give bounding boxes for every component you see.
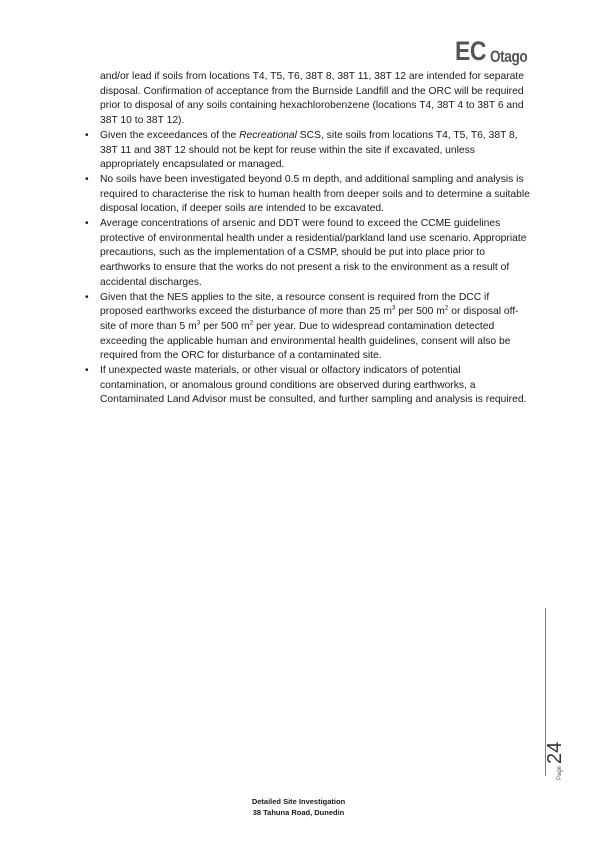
- bullet-text: If unexpected waste materials, or other visual or olfactory indicators of potential contamination, or anomalous ground conditions are observed during earthworks, a Contaminated Land Advisor must be consulted, and further sampling and analysis is required.: [100, 365, 527, 406]
- bullet-icon: •: [85, 365, 89, 377]
- bullet-icon: •: [85, 173, 89, 185]
- superscript: 3: [196, 319, 201, 327]
- page-footer: [0, 796, 597, 818]
- bullet-text-emphasis: Recreational: [239, 129, 297, 141]
- footer-address: 38 Tahuna Road, Dunedin: [252, 808, 345, 817]
- logo-otago-text: Otago: [489, 47, 527, 66]
- footer-title: Detailed Site Investigation: [251, 797, 346, 806]
- superscript: 2: [249, 319, 254, 327]
- ec-otago-logo: [455, 38, 536, 65]
- bullet-text-part: Given that the NES applies to the site, a resource consent is required from the DCC if proposed earthworks exceed the disturbance of more than 25 m: [100, 291, 490, 318]
- bullet-text-part: or disposal off-site of more than 5 m: [100, 306, 519, 332]
- superscript: 3: [391, 304, 396, 312]
- bullet-text-start: Given the exceedances of the: [100, 129, 240, 141]
- bullet-text-part: per 500 m: [395, 306, 445, 318]
- list-item: [85, 364, 530, 408]
- logo-ec-text: EC: [455, 36, 487, 66]
- bullet-icon: •: [85, 291, 89, 303]
- findings-list: [85, 129, 530, 408]
- list-item: [85, 129, 530, 173]
- bullet-text: Average concentrations of arsenic and DDT were found to exceed the CCME guidelines protective of environmental health under a residential/parkland land use scenario. Appropriate precautions, such as the implementation of a CSMP, should be put into place prior to earthworks to ensure that the works do not present a risk to the environment as a result of accidental discharges.: [100, 218, 527, 288]
- continuation-paragraph: and/or lead if soils from locations T4, T5, T6, 38T 8, 38T 11, 38T 12 are intended for separate disposal. Confirmation of acceptance from the Burnside Landfill and the ORC will be required prior to disposal of any soils containing hexachlorobenzene (locations T4, 38T 4 to 38T 6 and 38T 10 to 38T 12).: [100, 71, 524, 127]
- document-body: [85, 70, 530, 408]
- superscript: 2: [444, 304, 449, 312]
- page-number-value: 24: [544, 741, 566, 764]
- bullet-text-end: SCS, site soils from locations T4, T5, T6, 38T 8, 38T 11 and 38T 12 should not be kept for reuse within the site if excavated, unless appropriately encapsulated or managed.: [100, 129, 518, 171]
- bullet-icon: •: [85, 129, 89, 141]
- list-item: [85, 291, 530, 365]
- bullet-text: No soils have been investigated beyond 0.5 m depth, and additional sampling and analysis is required to characterise the risk to human health from deeper soils and to determine a suitable disposal location, if deeper soils are intended to be excavated.: [100, 173, 530, 215]
- page-number: [544, 742, 567, 780]
- list-item: [85, 217, 530, 291]
- list-item: [85, 173, 530, 217]
- bullet-text-part: per year. Due to widespread contamination detected exceeding the applicable human and environmental health guidelines, consent will also be required from the ORC for disturbance of a contaminated site.: [100, 320, 511, 362]
- bullet-icon: •: [85, 218, 89, 230]
- bullet-text-part: per 500 m: [200, 320, 250, 332]
- page-label: Page: [557, 765, 563, 780]
